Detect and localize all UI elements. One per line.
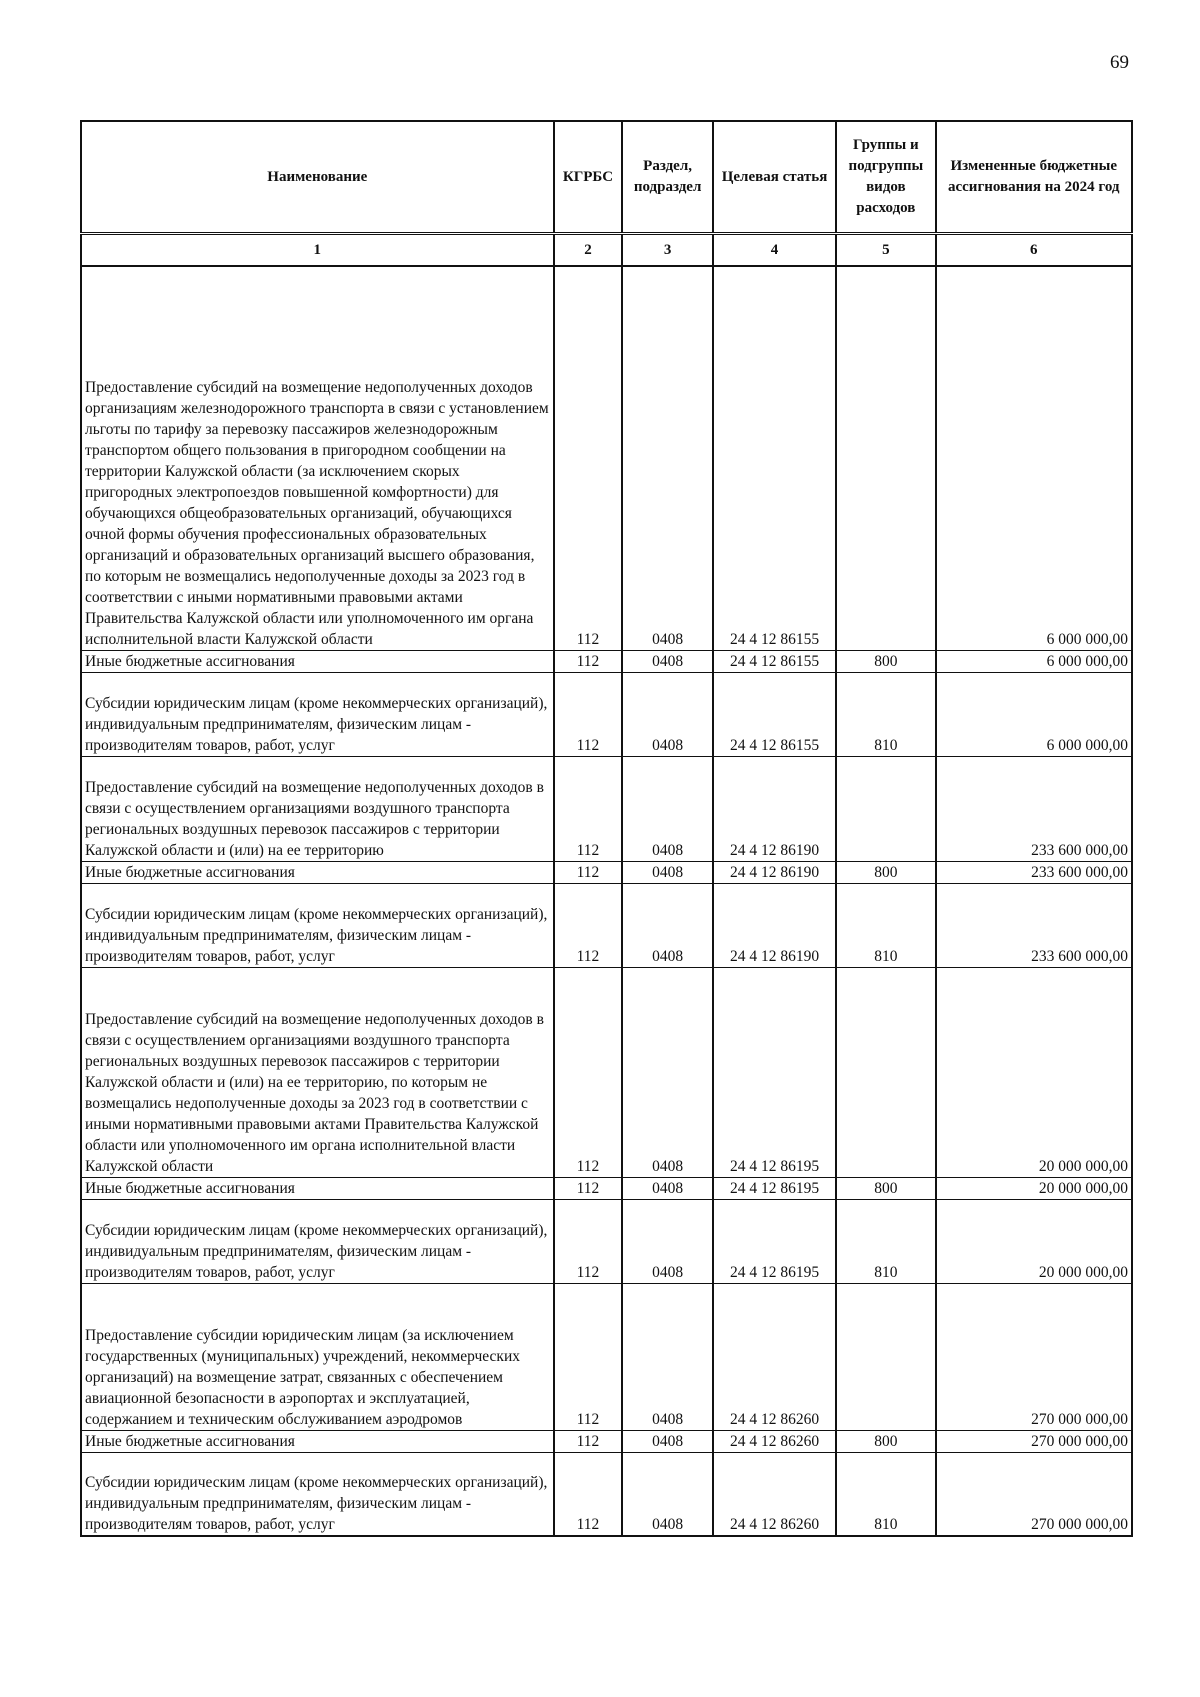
page-number: 69 (1110, 52, 1129, 73)
row-section: 0408 (622, 650, 713, 672)
column-number: 5 (836, 234, 935, 267)
row-target: 24 4 12 86155 (713, 672, 836, 756)
table-row (81, 672, 1132, 756)
row-section: 0408 (622, 672, 713, 756)
row-group: 800 (836, 1430, 935, 1452)
table-row (81, 1199, 1132, 1283)
header-section: Раздел, подраздел (622, 121, 713, 234)
row-amount: 233 600 000,00 (936, 883, 1132, 967)
row-section: 0408 (622, 266, 713, 650)
row-target: 24 4 12 86260 (713, 1283, 836, 1430)
row-section: 0408 (622, 1283, 713, 1430)
row-section: 0408 (622, 1199, 713, 1283)
table-row (81, 266, 1132, 650)
row-section: 0408 (622, 1177, 713, 1199)
table-row (81, 650, 1132, 672)
row-section: 0408 (622, 861, 713, 883)
row-group: 800 (836, 650, 935, 672)
row-name: Предоставление субсидий на возмещение недополученных доходов организациям железнодорожного транспорта в связи с установлением льготы по тарифу за перевозку пассажиров железнодорожным транспортом общего пользования в пригородном сообщении на территории Калужской области (за исключением скорых пригородных электропоездов повышенной комфортности) для обучающихся общеобразовательных организаций, обучающихся очной формы обучения профессиональных образовательных организаций и образовательных организаций высшего образования, по которым не возмещались недополученные доходы за 2023 год в соответствии с иными нормативными правовыми актами Правительства Калужской области или уполномоченного им органа исполнительной власти Калужской области (81, 266, 554, 650)
row-section: 0408 (622, 756, 713, 861)
row-kgrbs: 112 (554, 861, 623, 883)
column-number-row (81, 234, 1132, 267)
row-kgrbs: 112 (554, 1283, 623, 1430)
header-target: Целевая статья (713, 121, 836, 234)
row-group (836, 967, 935, 1177)
row-amount: 233 600 000,00 (936, 756, 1132, 861)
row-kgrbs: 112 (554, 1177, 623, 1199)
row-target: 24 4 12 86190 (713, 861, 836, 883)
table-header-row (81, 121, 1132, 234)
row-amount: 6 000 000,00 (936, 650, 1132, 672)
row-group (836, 266, 935, 650)
row-name: Иные бюджетные ассигнования (81, 1177, 554, 1199)
row-amount: 270 000 000,00 (936, 1430, 1132, 1452)
row-kgrbs: 112 (554, 1452, 623, 1536)
row-amount: 6 000 000,00 (936, 672, 1132, 756)
column-number: 4 (713, 234, 836, 267)
table-row (81, 1177, 1132, 1199)
row-group: 810 (836, 672, 935, 756)
row-target: 24 4 12 86195 (713, 1177, 836, 1199)
row-amount: 270 000 000,00 (936, 1452, 1132, 1536)
row-section: 0408 (622, 883, 713, 967)
row-kgrbs: 112 (554, 1199, 623, 1283)
row-section: 0408 (622, 967, 713, 1177)
header-kgrbs: КГРБС (554, 121, 623, 234)
row-name: Субсидии юридическим лицам (кроме некоммерческих организаций), индивидуальным предпринимателям, физическим лицам - производителям товаров, работ, услуг (81, 1452, 554, 1536)
row-group: 800 (836, 1177, 935, 1199)
budget-table (80, 120, 1133, 1537)
row-amount: 270 000 000,00 (936, 1283, 1132, 1430)
row-amount: 20 000 000,00 (936, 1177, 1132, 1199)
row-name: Иные бюджетные ассигнования (81, 1430, 554, 1452)
row-group: 800 (836, 861, 935, 883)
table-row (81, 967, 1132, 1177)
row-target: 24 4 12 86260 (713, 1430, 836, 1452)
row-amount: 20 000 000,00 (936, 1199, 1132, 1283)
row-kgrbs: 112 (554, 1430, 623, 1452)
row-group: 810 (836, 1199, 935, 1283)
row-target: 24 4 12 86195 (713, 967, 836, 1177)
row-name: Субсидии юридическим лицам (кроме некоммерческих организаций), индивидуальным предпринимателям, физическим лицам - производителям товаров, работ, услуг (81, 1199, 554, 1283)
column-number: 2 (554, 234, 623, 267)
row-kgrbs: 112 (554, 266, 623, 650)
row-section: 0408 (622, 1430, 713, 1452)
row-kgrbs: 112 (554, 650, 623, 672)
row-group (836, 1283, 935, 1430)
row-amount: 20 000 000,00 (936, 967, 1132, 1177)
table-row (81, 883, 1132, 967)
header-name: Наименование (81, 121, 554, 234)
row-name: Предоставление субсидий на возмещение недополученных доходов в связи с осуществлением организациями воздушного транспорта региональных воздушных перевозок пассажиров с территории Калужской области и (или) на ее территорию, по которым не возмещались недополученные доходы за 2023 год в соответствии с иными нормативными правовыми актами Правительства Калужской области или уполномоченного им органа исполнительной власти Калужской области (81, 967, 554, 1177)
row-section: 0408 (622, 1452, 713, 1536)
row-kgrbs: 112 (554, 672, 623, 756)
row-group (836, 756, 935, 861)
header-amount: Измененные бюджетные ассигнования на 2024 год (936, 121, 1132, 234)
row-name: Предоставление субсидий на возмещение недополученных доходов в связи с осуществлением организациями воздушного транспорта региональных воздушных перевозок пассажиров с территории Калужской области и (или) на ее территорию (81, 756, 554, 861)
table-row (81, 756, 1132, 861)
table-row (81, 1430, 1132, 1452)
table-row (81, 861, 1132, 883)
row-target: 24 4 12 86155 (713, 650, 836, 672)
column-number: 1 (81, 234, 554, 267)
row-target: 24 4 12 86155 (713, 266, 836, 650)
row-target: 24 4 12 86260 (713, 1452, 836, 1536)
row-amount: 6 000 000,00 (936, 266, 1132, 650)
column-number: 6 (936, 234, 1132, 267)
row-name: Субсидии юридическим лицам (кроме некоммерческих организаций), индивидуальным предпринимателям, физическим лицам - производителям товаров, работ, услуг (81, 672, 554, 756)
row-target: 24 4 12 86190 (713, 883, 836, 967)
row-target: 24 4 12 86190 (713, 756, 836, 861)
row-name: Предоставление субсидии юридическим лицам (за исключением государственных (муниципальных) учреждений, некоммерческих организаций) на возмещение затрат, связанных с обеспечением авиационной безопасности в аэропортах и эксплуатацией, содержанием и техническим обслуживанием аэродромов (81, 1283, 554, 1430)
row-group: 810 (836, 1452, 935, 1536)
row-name: Иные бюджетные ассигнования (81, 861, 554, 883)
row-kgrbs: 112 (554, 967, 623, 1177)
header-group: Группы и подгруппы видов расходов (836, 121, 935, 234)
row-amount: 233 600 000,00 (936, 861, 1132, 883)
row-kgrbs: 112 (554, 883, 623, 967)
table-row (81, 1283, 1132, 1430)
table-row (81, 1452, 1132, 1536)
row-name: Иные бюджетные ассигнования (81, 650, 554, 672)
row-target: 24 4 12 86195 (713, 1199, 836, 1283)
row-group: 810 (836, 883, 935, 967)
row-name: Субсидии юридическим лицам (кроме некоммерческих организаций), индивидуальным предпринимателям, физическим лицам - производителям товаров, работ, услуг (81, 883, 554, 967)
column-number: 3 (622, 234, 713, 267)
row-kgrbs: 112 (554, 756, 623, 861)
